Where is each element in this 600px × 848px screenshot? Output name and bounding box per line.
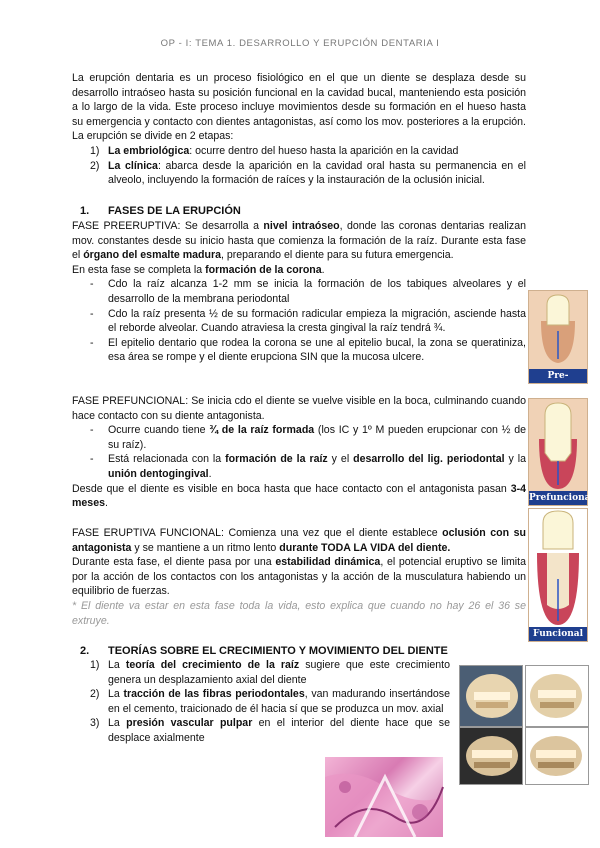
functional-block <box>72 526 526 628</box>
skull-icon <box>526 666 588 726</box>
histology-icon <box>325 757 443 837</box>
preeruptive-list <box>72 277 526 365</box>
list-item: - Ocurre cuando tiene ¾ de la raíz formada (los IC y 1º M pueden erupcionar con ½ de su raíz). <box>90 424 526 451</box>
list-item: 1) La embriológica: ocurre dentro del hueso hasta la aparición en la cavidad <box>90 144 459 157</box>
list-item: - El epitelio dentario que rodea la corona se une al epitelio bucal, la zona se queratiniza, esa área se rompe y el diente erupciona SIN que la mucosa ulcere. <box>90 336 526 364</box>
list-item: - Está relacionada con la formación de la raíz y el desarrollo del lig. periodontal y la unión dentogingival. <box>90 453 526 480</box>
skull-icon <box>460 666 522 726</box>
theories-list <box>72 658 450 746</box>
histology-image <box>325 757 443 837</box>
functional-figure <box>528 508 588 642</box>
skull-photo <box>459 727 523 785</box>
prefunctional-block <box>72 394 526 511</box>
skull-photo <box>525 727 589 785</box>
intro-paragraph: La erupción dentaria es un proceso fisiológico en el que un diente se desplaza desde su desarrollo intraóseo hasta su posición funcional en la cavidad bucal, manteniendo esta posición a lo largo de la vida. Este proceso incluye movimientos desde su formación en el hueso hasta su emergencia y contacto con dientes antagonistas, así como los mov. posteriores a la erupción. La erupción se divide en 2 etapas: <box>72 72 526 143</box>
skull-icon <box>460 728 522 784</box>
stages-list <box>72 144 526 188</box>
list-item: - Cdo la raíz presenta ½ de su formación radicular empieza la migración, asciende hasta el reborde alveolar. Cuando atraviesa la cresta gingival la raíz tendrá ¾. <box>90 307 526 335</box>
figure-caption: Prefuncional <box>529 493 594 503</box>
prefunctional-list <box>72 423 526 481</box>
tooth-icon <box>529 399 587 491</box>
theories-block <box>72 658 450 746</box>
list-item: 2) La tracción de las fibras periodontales, van madurando insertándose en el cemento, traicionado de él hacia sí que se produzca un mov. axial <box>90 688 450 715</box>
list-item: - Cdo la raíz alcanza 1-2 mm se inicia la formación de los tabiques alveolares y el desarrollo de la membrana periodontal <box>90 278 526 305</box>
figure-caption: Pre-eruptiva <box>529 369 587 383</box>
functional-note: * El diente va estar en esta fase toda la vida, esto explica que cuando no hay 26 el 36 se extruye. <box>72 599 526 627</box>
functional-paragraph: FASE ERUPTIVA FUNCIONAL: Comienza una vez que el diente establece oclusión con su antagonista y se mantiene a un ritmo lento durante TODA LA VIDA del diente. <box>72 527 526 554</box>
figure-caption: Funcional <box>529 627 587 641</box>
tooth-icon <box>529 291 587 369</box>
prefunctional-paragraph: FASE PREFUNCIONAL: Se inicia cdo el diente se vuelve visible en la boca, culminando cuando hace contacto con su diente antagonista. <box>72 395 526 422</box>
section-heading: 1. FASES DE LA ERUPCIÓN <box>80 205 241 217</box>
preeruptive-figure <box>528 290 588 395</box>
functional-stability: Durante esta fase, el diente pasa por una estabilidad dinámica, el potencial eruptivo se limita por la acción de los contactos con los antagonistas y la acción de la musculatura habiendo un equilibrio de fuerzas. <box>72 556 526 598</box>
tooth-icon <box>529 509 587 627</box>
list-item: 1) La teoría del crecimiento de la raíz sugiere que este crecimiento genera un desplazamiento axial del diente <box>90 659 450 686</box>
list-item: 3) La presión vascular pulpar en el interior del diente hace que se desplace axialmente <box>90 717 450 744</box>
prefunctional-duration: Desde que el diente es visible en boca hasta que hace contacto con el antagonista pasan 3-4 meses. <box>72 482 526 510</box>
skull-icon <box>526 728 588 784</box>
preeruptive-crown: En esta fase se completa la formación de la corona. <box>72 263 325 276</box>
preeruptive-paragraph: FASE PREERUPTIVA: Se desarrolla a nivel intraóseo, donde las coronas dentarias realizan mov. constantes desde su inicio hasta que comienza la formación de la raíz. Durante esta fase el órgano del esmalte madura, preparando el diente para su futura emergencia. <box>72 220 526 262</box>
skull-photo <box>525 665 589 727</box>
prefunctional-figure <box>528 398 594 506</box>
skull-photo <box>459 665 523 727</box>
list-item: 2) La clínica: abarca desde la aparición en la cavidad oral hasta su permanencia en el alveolo, incluyendo la formación de raíces y la instauración de la oclusión inicial. <box>90 159 526 187</box>
intro-block <box>72 71 526 188</box>
page-header: OP - I: TEMA 1. DESARROLLO Y ERUPCIÓN DENTARIA I <box>160 38 440 49</box>
section-heading: 2. TEORÍAS SOBRE EL CRECIMIENTO Y MOVIMIENTO DEL DIENTE <box>80 645 448 657</box>
preeruptive-block <box>72 219 526 365</box>
